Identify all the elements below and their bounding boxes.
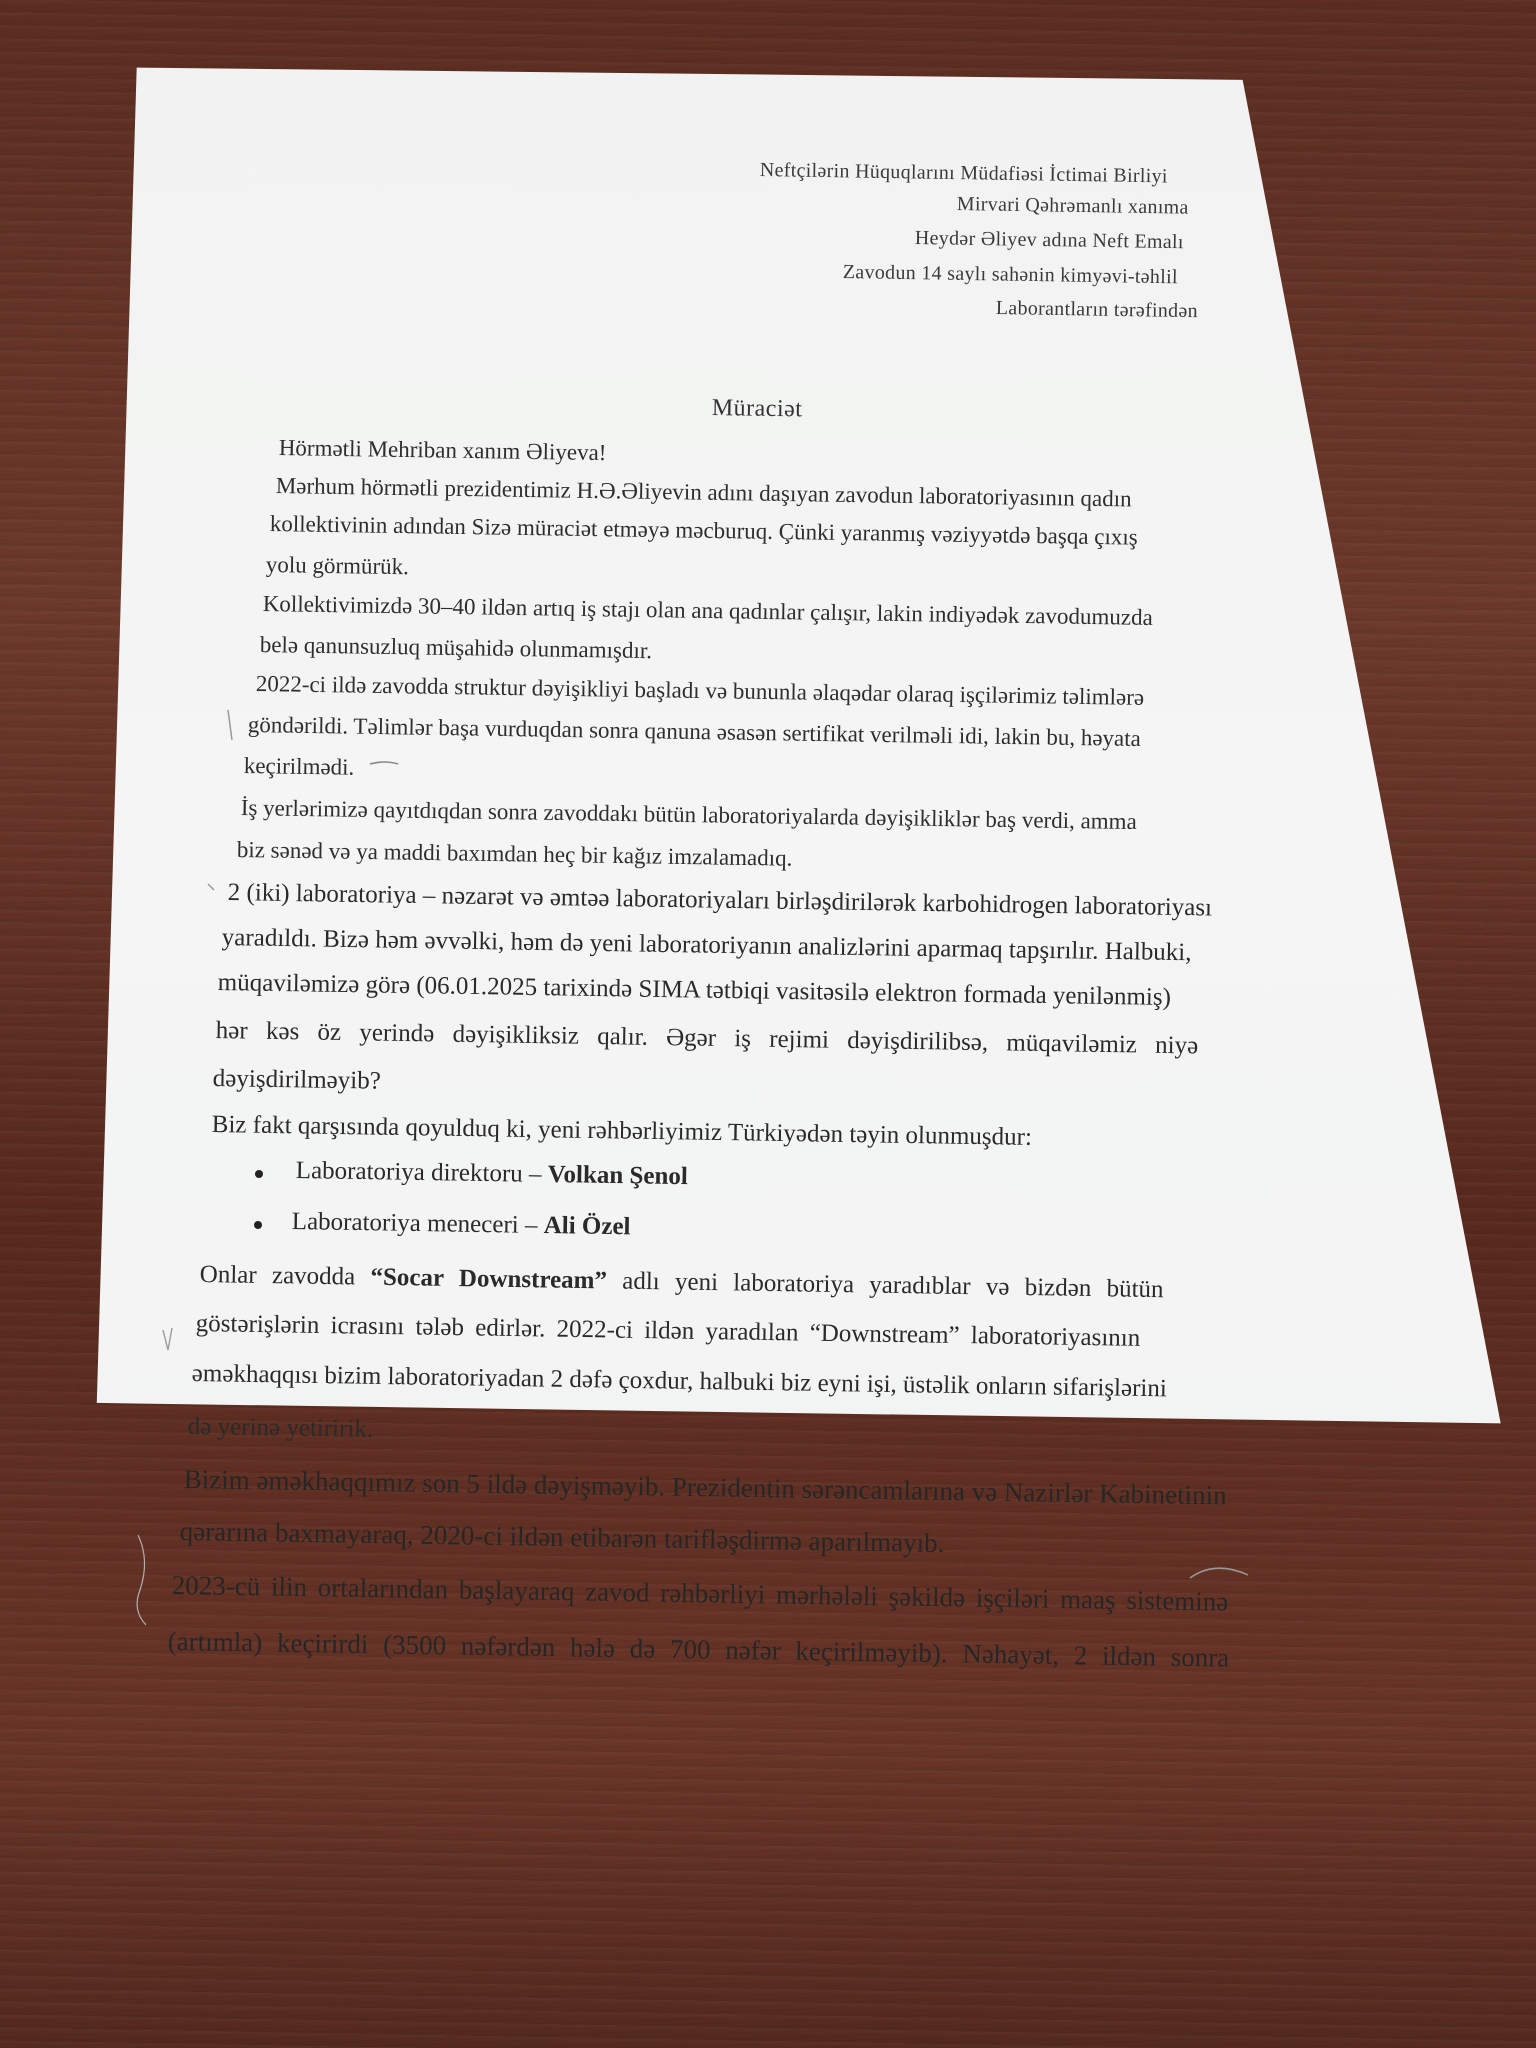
bullet-1-label: Laboratoriya direktoru – — [295, 1157, 548, 1188]
paragraph-2-line-2: belə qanunsuzluq müşahidə olunmamışdır. — [259, 632, 653, 664]
paragraph-4-line-2: biz sənəd və ya maddi baxımdan heç bir kağız imzalamadıq. — [236, 837, 793, 871]
paragraph-7-line-4: də yerinə yetiririk. — [187, 1413, 374, 1443]
letter-title: Müraciət — [711, 395, 803, 423]
bullet-2-label: Laboratoriya meneceri – — [291, 1208, 544, 1239]
bullet-2-marker — [254, 1221, 262, 1229]
paragraph-9-line-2: (artımla) keçirirdi (3500 nəfərdən hələ də 700 nəfər keçirilməyib). Nəhayət, 2 ildən sonra — [167, 1626, 1230, 1673]
paragraph-1-line-1: Mərhum hörmətli prezidentimiz H.Ə.Əliyevin adını daşıyan zavodun laboratoriyasının qadın — [275, 473, 1132, 512]
pencil-tick-1 — [228, 710, 232, 740]
director-name: Volkan Şenol — [547, 1160, 689, 1191]
paragraph-1-line-2: kollektivinin adından Sizə müraciət etməyə məcburuq. Çünki yaranmış vəziyyətdə başqa çıxış — [269, 511, 1138, 550]
bullet-1-marker — [255, 1170, 263, 1178]
paragraph-3-line-3: keçirilmədi. — [243, 753, 355, 780]
paragraph-1-line-3: yolu görmürük. — [265, 552, 410, 580]
pencil-tick-3 — [163, 1328, 172, 1350]
pencil-scribble — [137, 1535, 146, 1625]
p7-text-c: adlı yeni laboratoriya yaradıblar və bizdən bütün — [606, 1267, 1164, 1304]
address-line-1: Neftçilərin Hüquqlarını Müdafiəsi İctimai Birliyi — [759, 159, 1168, 188]
p7-text-a: Onlar zavodda — [199, 1261, 371, 1291]
paragraph-5-line-4: hər kəs öz yerində dəyişikliksiz qalır. Əgər iş rejimi dəyişdirilibsə, müqaviləmiz niyə — [215, 1017, 1199, 1060]
paragraph-6-line-1: Biz fakt qarşısında qoyulduq ki, yeni rəhbərliyimiz Türkiyədən təyin olunmuşdur: — [211, 1111, 1033, 1151]
address-line-5: Laborantların tərəfindən — [995, 297, 1199, 323]
paragraph-5-line-5: dəyişdirilməyib? — [212, 1065, 382, 1095]
paragraph-7-line-2: göstərişlərin icrasını tələb edirlər. 2022-ci ildən yaradılan “Downstream” laboratoriyasının — [195, 1310, 1141, 1352]
address-line-2: Mirvari Qəhrəmanlı xanıma — [956, 193, 1189, 219]
paragraph-2-line-1: Kollektivimizdə 30–40 ildən artıq iş stajı olan ana qadınlar çalışır, lakin indiyədək zavodumuzda — [262, 591, 1153, 630]
paragraph-5-line-3: müqaviləmizə görə (06.01.2025 tarixində SIMA tətbiqi vasitəsilə elektron formada yenilənmiş) — [217, 969, 1172, 1011]
bullet-1 — [296, 1158, 688, 1189]
paragraph-8-line-1: Bizim əməkhaqqımız son 5 ildə dəyişməyib. Prezidentin sərəncamlarına və Nazirlər Kabinetinin — [183, 1464, 1227, 1511]
pencil-curve — [1190, 1568, 1248, 1578]
paragraph-8-line-2: qərarına baxmayaraq, 2020-ci ildən etibarən tarifləşdirmə aparılmayıb. — [179, 1516, 945, 1559]
address-line-3: Heydər Əliyev adına Neft Emalı — [914, 227, 1184, 254]
socar-downstream-label: “Socar Downstream” — [370, 1263, 608, 1295]
pencil-tick-2 — [208, 884, 214, 890]
paragraph-7-line-3: əməkhaqqısı bizim laboratoriyadan 2 dəfə çoxdur, halbuki biz eyni işi, üstəlik onların sifarişlərini — [191, 1360, 1168, 1403]
paragraph-4-line-1: İş yerlərimizə qayıtdıqdan sonra zavoddakı bütün laboratoriyalarda dəyişikliklər baş verdi, amma — [240, 795, 1137, 835]
pencil-dash — [370, 762, 398, 764]
paragraph-5-line-1: 2 (iki) laboratoriya – nəzarət və əmtəə laboratoriyaları birləşdirilərək karbohidrogen laboratoriyası — [227, 879, 1213, 922]
paragraph-3-line-2: göndərildi. Təlimlər başa vurduqdan sonra qanuna əsasən sertifikat verilməli idi, lakin bu, həyata — [247, 712, 1142, 752]
bullet-2 — [292, 1209, 631, 1239]
paragraph-7-line-1 — [200, 1262, 1164, 1302]
manager-name: Ali Özel — [543, 1211, 631, 1241]
paragraph-5-line-2: yaradıldı. Bizə həm əvvəlki, həm də yeni laboratoriyanın analizlərini aparmaq tapşırılır. Halbuki, — [221, 924, 1192, 967]
address-line-4: Zavodun 14 saylı sahənin kimyəvi-təhlil — [842, 261, 1178, 289]
greeting: Hörmətli Mehriban xanım Əliyeva! — [278, 435, 607, 466]
paragraph-3-line-1: 2022-ci ildə zavodda struktur dəyişikliyi başladı və bununla əlaqədar olaraq işçilərimiz təlimlərə — [255, 671, 1145, 710]
paragraph-9-line-1: 2023-cü ilin ortalarından başlayaraq zavod rəhbərliyi mərhələli şəkildə işçiləri maaş sisteminə — [171, 1570, 1229, 1617]
